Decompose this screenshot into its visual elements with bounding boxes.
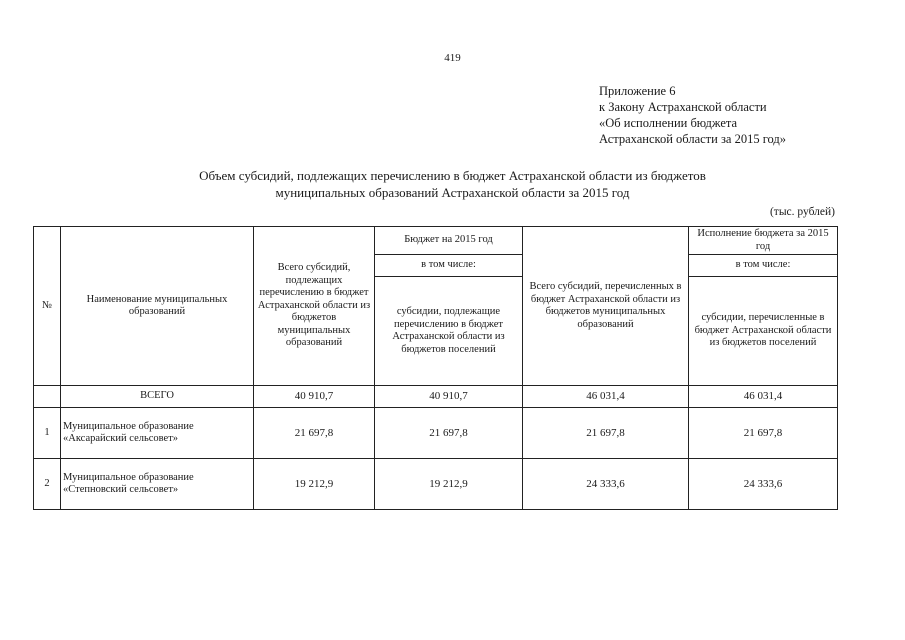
header-settlements-transferred: субсидии, перечисленные в бюджет Астраханской области из бюджетов поселений [689, 277, 838, 386]
total-no-cell [34, 386, 61, 408]
title-line-2: муниципальных образований Астраханской области за 2015 год [275, 185, 630, 200]
row-value: 24 333,6 [523, 459, 689, 510]
table-row [34, 459, 838, 510]
row-name-line: «Аксарайский сельсовет» [63, 433, 179, 444]
row-number: 1 [34, 408, 61, 459]
row-value: 21 697,8 [375, 408, 523, 459]
total-value: 46 031,4 [523, 386, 689, 408]
row-name-line: «Степновский сельсовет» [63, 484, 179, 495]
header-total-planned: Всего субсидий, подлежащих перечислению в бюджет Астраханской области из бюджетов муниципальных образований [254, 227, 375, 386]
row-value: 21 697,8 [254, 408, 375, 459]
row-value: 21 697,8 [689, 408, 838, 459]
header-total-transferred: Всего субсидий, перечисленных в бюджет Астраханской области из бюджетов муниципальных образований [523, 227, 689, 386]
row-name-line: Муниципальное образование [63, 420, 194, 432]
total-value: 40 910,7 [375, 386, 523, 408]
row-name-line: Муниципальное образование [63, 471, 194, 483]
row-name [61, 408, 254, 459]
title-line-1: Объем субсидий, подлежащих перечислению в бюджет Астраханской области из бюджетов [199, 168, 706, 183]
total-value: 46 031,4 [689, 386, 838, 408]
header-name: Наименование муниципальных образований [61, 227, 254, 386]
appendix-note [599, 83, 786, 147]
row-value: 19 212,9 [375, 459, 523, 510]
header-execution-2015: Исполнение бюджета за 2015 год [689, 227, 838, 255]
units-label: (тыс. рублей) [769, 206, 835, 218]
header-including: в том числе: [689, 255, 838, 277]
appendix-line: Астраханской области за 2015 год» [599, 132, 787, 146]
appendix-line: «Об исполнении бюджета [599, 116, 738, 130]
row-number: 2 [34, 459, 61, 510]
subsidies-table [33, 226, 838, 510]
row-value: 19 212,9 [254, 459, 375, 510]
total-value: 40 910,7 [254, 386, 375, 408]
appendix-line: Приложение 6 [599, 84, 676, 98]
total-row [34, 386, 838, 408]
header-budget-2015: Бюджет на 2015 год [375, 227, 523, 255]
row-value: 24 333,6 [689, 459, 838, 510]
header-including: в том числе: [375, 255, 523, 277]
appendix-line: к Закону Астраханской области [599, 100, 767, 114]
row-name [61, 459, 254, 510]
total-label: ВСЕГО [61, 386, 254, 408]
header-settlements-planned: субсидии, подлежащие перечислению в бюджет Астраханской области из бюджетов поселений [375, 277, 523, 386]
header-no: № [34, 227, 61, 386]
document-title [0, 167, 905, 201]
table-row [34, 408, 838, 459]
row-value: 21 697,8 [523, 408, 689, 459]
page-number: 419 [444, 52, 461, 64]
